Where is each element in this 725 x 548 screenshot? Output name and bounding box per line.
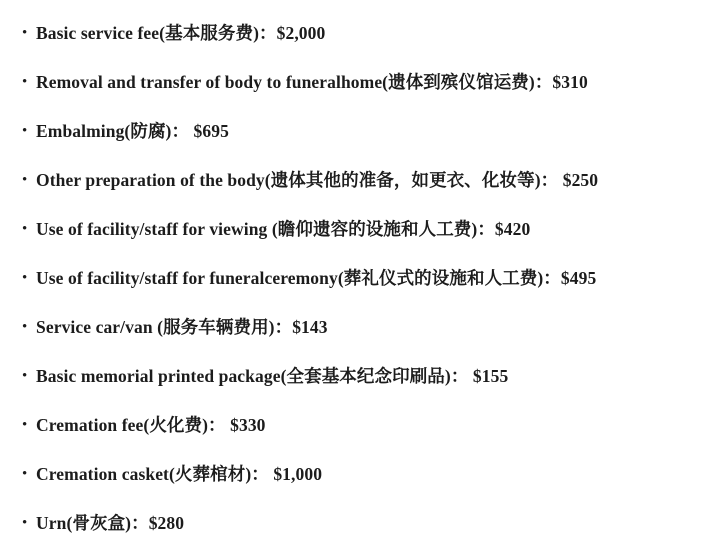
list-item-label: Cremation casket(火葬棺材)： $1,000 [36, 464, 323, 484]
list-item [0, 107, 725, 156]
bullet-icon: • [22, 319, 28, 335]
list-item-label: Cremation fee(火化费)： $330 [36, 415, 266, 435]
list-item-label: Use of facility/staff for viewing (瞻仰遗容的设施和人工费)：$420 [36, 219, 531, 239]
bullet-icon: • [22, 515, 28, 531]
list-item [0, 303, 725, 352]
list-item-label: Other preparation of the body(遗体其他的准备，如更衣、化妆等)： $250 [36, 170, 599, 190]
bullet-icon: • [22, 25, 28, 41]
bullet-icon: • [22, 123, 28, 139]
bullet-icon: • [22, 172, 28, 188]
bullet-icon: • [22, 466, 28, 482]
list-item-label: Use of facility/staff for funeralceremony(葬礼仪式的设施和人工费)：$495 [36, 268, 597, 288]
list-item-label: Urn(骨灰盒)：$280 [36, 513, 185, 533]
list-item-label: Basic service fee(基本服务费)：$2,000 [36, 23, 326, 43]
bullet-icon: • [22, 74, 28, 90]
list-item [0, 450, 725, 499]
list-item [0, 9, 725, 58]
list-item-label: Basic memorial printed package(全套基本纪念印刷品)： $155 [36, 366, 509, 386]
list-item [0, 499, 725, 548]
list-item [0, 352, 725, 401]
bullet-icon: • [22, 368, 28, 384]
list-item-label: Embalming(防腐)： $695 [36, 121, 229, 141]
list-item [0, 254, 725, 303]
bullet-icon: • [22, 221, 28, 237]
list-item-label: Removal and transfer of body to funeralhome(遗体到殡仪馆运费)：$310 [36, 72, 588, 92]
bullet-icon: • [22, 270, 28, 286]
list-item [0, 156, 725, 205]
list-item [0, 401, 725, 450]
list-item [0, 58, 725, 107]
list-item [0, 205, 725, 254]
bullet-icon: • [22, 417, 28, 433]
list-item-label: Service car/van (服务车辆费用)：$143 [36, 317, 328, 337]
